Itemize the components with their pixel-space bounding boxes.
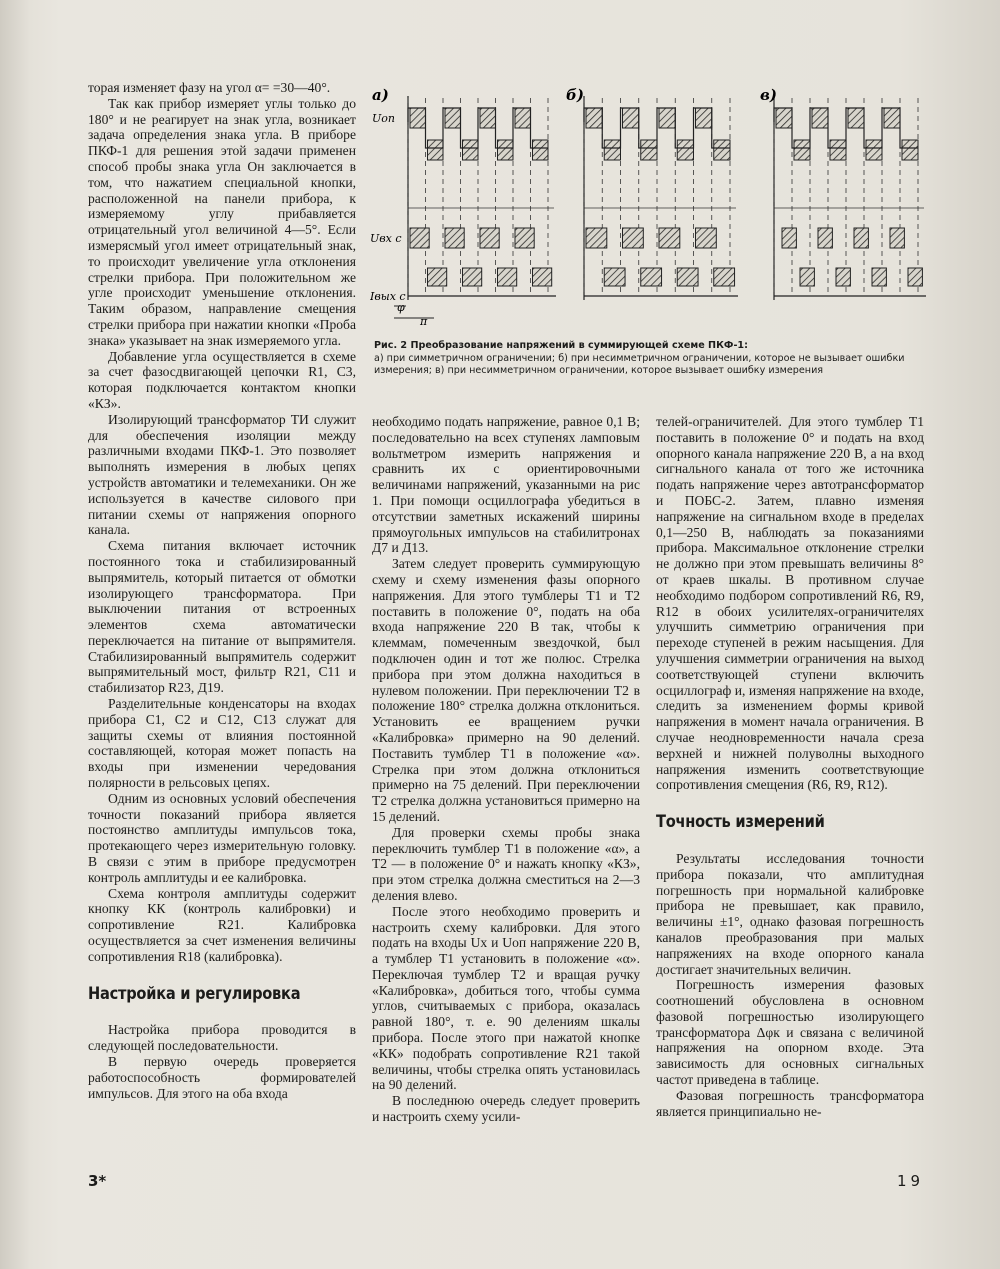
pulse-block xyxy=(623,108,639,128)
pulse-block xyxy=(641,140,657,160)
pulse-block xyxy=(410,228,429,248)
pulse-block xyxy=(515,228,534,248)
section-heading-accuracy: Точность измерений xyxy=(656,812,825,833)
pulse-block xyxy=(445,228,464,248)
pulse-block xyxy=(533,140,549,160)
pulse-block xyxy=(866,140,882,160)
pulse-block xyxy=(714,140,730,160)
pulse-block xyxy=(848,108,864,128)
pulse-block xyxy=(604,268,625,286)
pulse-block xyxy=(480,228,499,248)
paragraph: В первую очередь проверяется работоспособность формирователей импульсов. Для этого на оба входа xyxy=(88,1054,356,1101)
paragraph: Результаты исследования точности прибора показали, что амплитудная погрешность при нормальной калибровке прибора не превышает, как правило, величины ±1°, однако фазовая погрешность каналов преобразования при малых напряжениях на входе опорного канала достигает значительных величин. xyxy=(656,850,924,977)
pulse-block xyxy=(677,268,698,286)
panel-c-label: в) xyxy=(760,86,777,104)
paragraph: Схема питания включает источник постоянного тока и стабилизированный выпрямитель, который питается от обмотки изолирующего трансформатора. При выключении питания от встроенных элементов схема автоматически переключается на питание от выпрямителя. Стабилизированный выпрямитель содержит выпрямительный мост, фильтр R21, С11 и стабилизатор R23, Д19. xyxy=(88,538,356,696)
paragraph: Погрешность измерения фазовых соотношений обусловлена в основном фазовой погрешностью изолирующего трансформатора Δφк и связана с величиной напряжения на опорном входе. Эта зависимость для основных сигнальных частот приведена в таблице. xyxy=(656,977,924,1088)
pulse-block xyxy=(800,268,814,286)
paragraph: Настройка прибора проводится в следующей последовательности. xyxy=(88,1022,356,1054)
pulse-block xyxy=(890,228,904,248)
pulse-block xyxy=(410,108,426,128)
pulse-block xyxy=(586,108,602,128)
pulse-block xyxy=(463,140,479,160)
pulse-block xyxy=(884,108,900,128)
pi-label: π xyxy=(420,315,428,328)
column-2 xyxy=(372,414,640,1125)
pulse-block xyxy=(498,140,514,160)
pulse-block xyxy=(854,228,868,248)
pulse-block xyxy=(428,268,447,286)
pulse-block xyxy=(872,268,886,286)
page-signature-mark: 3* xyxy=(88,1172,107,1190)
pulse-block xyxy=(445,108,461,128)
pulse-block xyxy=(696,228,717,248)
pulse-block xyxy=(696,108,712,128)
uop-label: Uоп xyxy=(372,112,395,125)
paragraph: В последнюю очередь следует проверить и настроить схему усили- xyxy=(372,1093,640,1125)
pulse-block xyxy=(818,228,832,248)
paragraph: После этого необходимо проверить и настроить схему калибровки. Для этого подать на входы Ux и Uоп напряжение 220 В, а тумблер Т1 установить в положение «α». Переключая тумблер Т2 и вращая ручку «Калибровка», добиться того, чтобы сумма углов, считываемых с прибора, оказалась равной 180°, т. е. 90 делениям шкалы прибора. После этого при нажатой кнопке «КК» подобрать сопротивление R21 такой величины, чтобы стрелка опять установилась на 90 делений. xyxy=(372,903,640,1093)
pulse-block xyxy=(782,228,796,248)
pulse-block xyxy=(659,108,675,128)
pulse-block xyxy=(812,108,828,128)
pulse-block xyxy=(776,108,792,128)
paragraph: Фазовая погрешность трансформатора является принципиально не- xyxy=(656,1087,924,1119)
paragraph: Так как прибор измеряет углы только до 180° и не реагирует на знак угла, возникает задача определения знака угла. В приборе ПКФ-1 для решения этой задачи применен способ пробы знака угла Он заключается в том, что нажатием специальной кнопки, расположенной на панели прибора, к измеряемому углу прибавляется отрицательный угол величиной 4—5°. Если измерясмый угол имеет отрицательный знак, то происходит увеличение угла отклонения стрелки прибора. При положительном же угле происходит уменьшение отклонения. Таким образом, направление смещения стрелки прибора при нажатии кнопки «Проба знака» указывает на знак измеряемого угла. xyxy=(88,95,356,348)
caption-title: Рис. 2 Преобразование напряжений в суммирующей схеме ПКФ-1: xyxy=(374,340,748,351)
pulse-block xyxy=(908,268,922,286)
figure-caption xyxy=(374,340,930,378)
pulse-block xyxy=(533,268,552,286)
pulse-block xyxy=(428,140,444,160)
paragraph: Для проверки схемы пробы знака переключить тумблер Т1 в положение «α», а Т2 — в положение 0° и нажать кнопку «КЗ», при этом стрелка должна сместиться на 2—3 деления влево. xyxy=(372,824,640,903)
paragraph: телей-ограничителей. Для этого тумблер Т1 поставить в положение 0° и подать на вход опорного канала напряжение 220 В, а на вход сигнального канала от того же источника подать напряжение через автотрансформатор и ПОБС-2. Затем, плавно изменяя напряжение на сигнальном входе в пределах 0,1—250 В, наблюдать за показаниями прибора. Максимальное отклонение стрелки не должно при этом превышать величины 8° от краев шкалы. В противном случае необходимо подбором сопротивлений R6, R9, R12 в обоих усилителях-ограничителях улучшить симметрию ограничения при переходе ступеней в режим насыщения. Для улучшения симметрии ограничения на выход соответствующей ступени включить осциллограф и, изменяя напряжение на входе, следить за изменением формы кривой напряжения в момент начала ограничения. В случае неодновременности начала среза верхней и нижней полуволны выходного напряжения изменить соответствующие сопротивления смещения (R6, R9, R12). xyxy=(656,414,924,793)
pulse-block xyxy=(586,228,607,248)
pulse-block xyxy=(515,108,531,128)
paragraph: Одним из основных условий обеспечения точности показаний прибора является постоянство амплитуды импульсов тока, протекающего через измерительную головку. В связи с этим в приборе предусмотрен контроль амплитуды и ее калибровка. xyxy=(88,790,356,885)
paragraph: Схема контроля амплитуды содержит кнопку КК (контроль калибровки) и сопротивление R21. Калибровка осуществляется за счет изменения величины сопротивления R18 (калибровка). xyxy=(88,885,356,964)
pulse-block xyxy=(463,268,482,286)
page-number: 19 xyxy=(897,1172,925,1190)
pulse-block xyxy=(480,108,496,128)
pulse-block xyxy=(794,140,810,160)
pulse-block xyxy=(714,268,735,286)
pulse-block xyxy=(641,268,662,286)
paragraph: Затем следует проверить суммирующую схему и схему изменения фазы опорного напряжения. Для этого тумблеры Т1 и Т2 поставить в положение 0°, подать на оба входа напряжение 220 В так, чтобы к клеммам, помеченным звездочкой, был подключен один и тот же полюс. Стрелка прибора при этом должна находиться в нулевом положении. При переключении Т2 в положение 180° стрелка должна отклониться. Установить ее вращением ручки «Калибровка» примерно на 90 делений. Поставить тумблер Т1 в положение «α». Стрелка при этом должна отклониться примерно на 75 делений. При переключении Т2 стрелка должна установиться примерно на 15 делений. xyxy=(372,556,640,824)
ivyx-label: Iвых с xyxy=(370,290,406,303)
caption-text: а) при симметричном ограничении; б) при несимметричном ограничении, которое не вызывает ошибки измерения; в) при несимметричном ограничении, которое вызывает ошибку измерения xyxy=(374,352,905,376)
paragraph: торая изменяет фазу на угол α= =30—40°. xyxy=(88,80,331,95)
paragraph: Разделительные конденсаторы на входах прибора С1, С2 и С12, С13 служат для защиты схемы от влияния постоянной составляющей, которая может попасть на входы при изменении чередования полярности в рельсовых цепях. xyxy=(88,696,356,791)
pulse-block xyxy=(659,228,680,248)
section-heading-setup: Настройка и регулировка xyxy=(88,983,301,1004)
pulse-block xyxy=(902,140,918,160)
column-1 xyxy=(88,80,356,1101)
pulse-block xyxy=(623,228,644,248)
panel-b-label: б) xyxy=(566,86,584,104)
pulse-block xyxy=(498,268,517,286)
paragraph: необходимо подать напряжение, равное 0,1 В; последовательно на всех ступенях ламповым вольтметром измерить напряжения и сравнить их с ориентировочными величинами напряжений, указанными на рис 1. При помощи осциллографа убедиться в отсутствии заметных искажений ширины прямоугольных импульсов на стабилитронах Д7 и Д13. xyxy=(372,414,640,556)
pulse-block xyxy=(830,140,846,160)
pulse-block xyxy=(677,140,693,160)
pulse-block xyxy=(836,268,850,286)
phi-label: φ xyxy=(397,301,405,314)
paragraph: Добавление угла осуществляется в схеме за счет фазосдвигающей цепочки R1, С3, которая подключается контактом кнопки «КЗ». xyxy=(88,348,356,411)
pulse-block xyxy=(604,140,620,160)
uvx-label: Uвх с xyxy=(370,232,402,245)
column-3 xyxy=(656,414,924,1119)
paragraph: Изолирующий трансформатор ТИ служит для обеспечения изоляции между различными входами ПКФ-1. Это позволяет выполнять измерения в любых цепях устройств автоматики и телемеханики. Он же используется в качестве силового при питании схемы от напряжения опорного канала. xyxy=(88,411,356,538)
panel-a-label: а) xyxy=(372,86,389,104)
